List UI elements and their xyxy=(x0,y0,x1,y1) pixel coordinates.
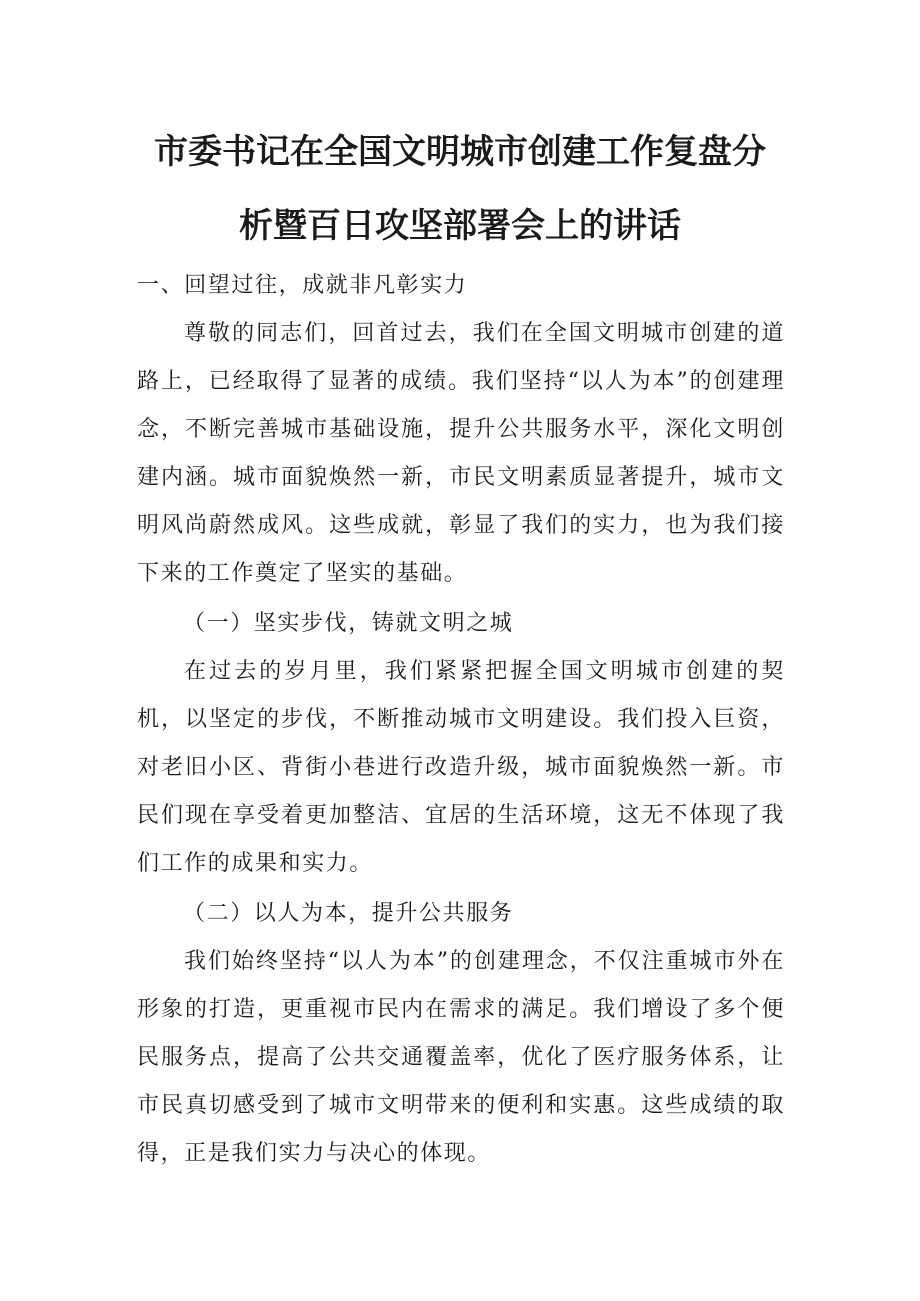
section-heading-3: （二）以人为本，提升公共服务 xyxy=(183,901,514,926)
document-title-line-2: 析暨百日攻坚部署会上的讲话 xyxy=(239,206,681,246)
section-paragraph-1: 尊敬的同志们，回首过去，我们在全国文明城市创建的道路上，已经取得了显著的成绩。我们坚持“以人为本”的创建理念，不断完善城市基础设施，提升公共服务水平，深化文明创建内涵。城市面貌焕然一新，市民文明素质显著提升，城市文明风尚蔚然成风。这些成就，彰显了我们的实力，也为我们接下来的工作奠定了坚实的基础。 xyxy=(137,321,785,586)
document-title-line-1: 市委书记在全国文明城市创建工作复盘分 xyxy=(154,132,766,172)
section-paragraph-3: 我们始终坚持“以人为本”的创建理念，不仅注重城市外在形象的打造，更重视市民内在需求的满足。我们增设了多个便民服务点，提高了公共交通覆盖率，优化了医疗服务体系，让市民真切感受到了城市文明带来的便利和实惠。这些成绩的取得，正是我们实力与决心的体现。 xyxy=(137,949,785,1166)
section-heading-2: （一）坚实步伐，铸就文明之城 xyxy=(183,611,514,636)
section-heading-1: 一、回望过往，成就非凡彰实力 xyxy=(137,273,468,298)
section-paragraph-2: 在过去的岁月里，我们紧紧把握全国文明城市创建的契机，以坚定的步伐，不断推动城市文明建设。我们投入巨资，对老旧小区、背街小巷进行改造升级，城市面貌焕然一新。市民们现在享受着更加整洁、宜居的生活环境，这无不体现了我们工作的成果和实力。 xyxy=(137,659,785,876)
